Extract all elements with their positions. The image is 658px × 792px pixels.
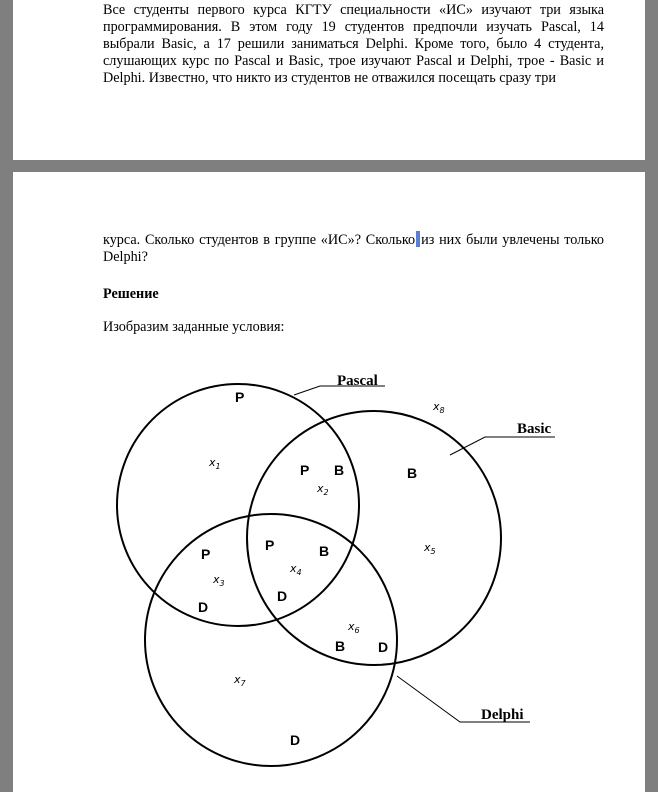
region-letter-d: D xyxy=(378,639,389,655)
paragraph-text-before-cursor: курса. Сколько студентов в группе «ИС»? Сколько xyxy=(103,232,416,248)
variable-x2: $x_2$ xyxy=(317,482,329,497)
diagram-intro: Изобразим заданные условия: xyxy=(103,319,285,335)
region-letter-p: P xyxy=(201,546,211,562)
region-letter-b: B xyxy=(319,543,330,559)
variable-x6: $x_6$ xyxy=(348,620,360,635)
variable-x3: $x_3$ xyxy=(213,573,225,588)
variable-x5: $x_5$ xyxy=(424,541,436,556)
problem-paragraph: Все студенты первого курса КГТУ специальности «ИС» изучают три языка программирования. В этом году 19 студентов предпочли изучать Pascal, 14 выбрали Basic, а 17 решили заниматься Delphi. Кроме того, было 4 студента, слушающих курс по Pascal и Basic, трое изучают Pascal и Delphi, трое - Basic и Delphi. Известно, что никто из студентов не отважился посещать сразу три xyxy=(103,2,604,86)
pascal-label: Pascal xyxy=(337,373,378,389)
region-letter-p: P xyxy=(235,389,245,405)
basic-leader-line xyxy=(450,437,555,455)
paragraph-text-after-cursor: из них были увлечены только Delphi? xyxy=(103,232,604,265)
variable-x8: $x_8$ xyxy=(433,400,445,415)
solution-heading: Решение xyxy=(103,286,159,302)
variable-x7: $x_7$ xyxy=(234,673,246,688)
region-letter-d: D xyxy=(277,588,288,604)
region-letter-b: B xyxy=(335,638,346,654)
basic-circle xyxy=(247,411,501,665)
region-letter-d: D xyxy=(198,599,209,615)
region-letter-p: P xyxy=(300,462,310,478)
region-letter-b: B xyxy=(334,462,345,478)
region-letter-b: B xyxy=(407,465,418,481)
region-letter-d: D xyxy=(290,732,301,748)
pascal-circle xyxy=(117,384,359,626)
delphi-label: Delphi xyxy=(481,707,524,723)
variable-x1: $x_1$ xyxy=(209,456,221,471)
basic-label: Basic xyxy=(517,421,552,437)
variable-x4: $x_4$ xyxy=(290,562,302,577)
region-letter-p: P xyxy=(265,537,275,553)
